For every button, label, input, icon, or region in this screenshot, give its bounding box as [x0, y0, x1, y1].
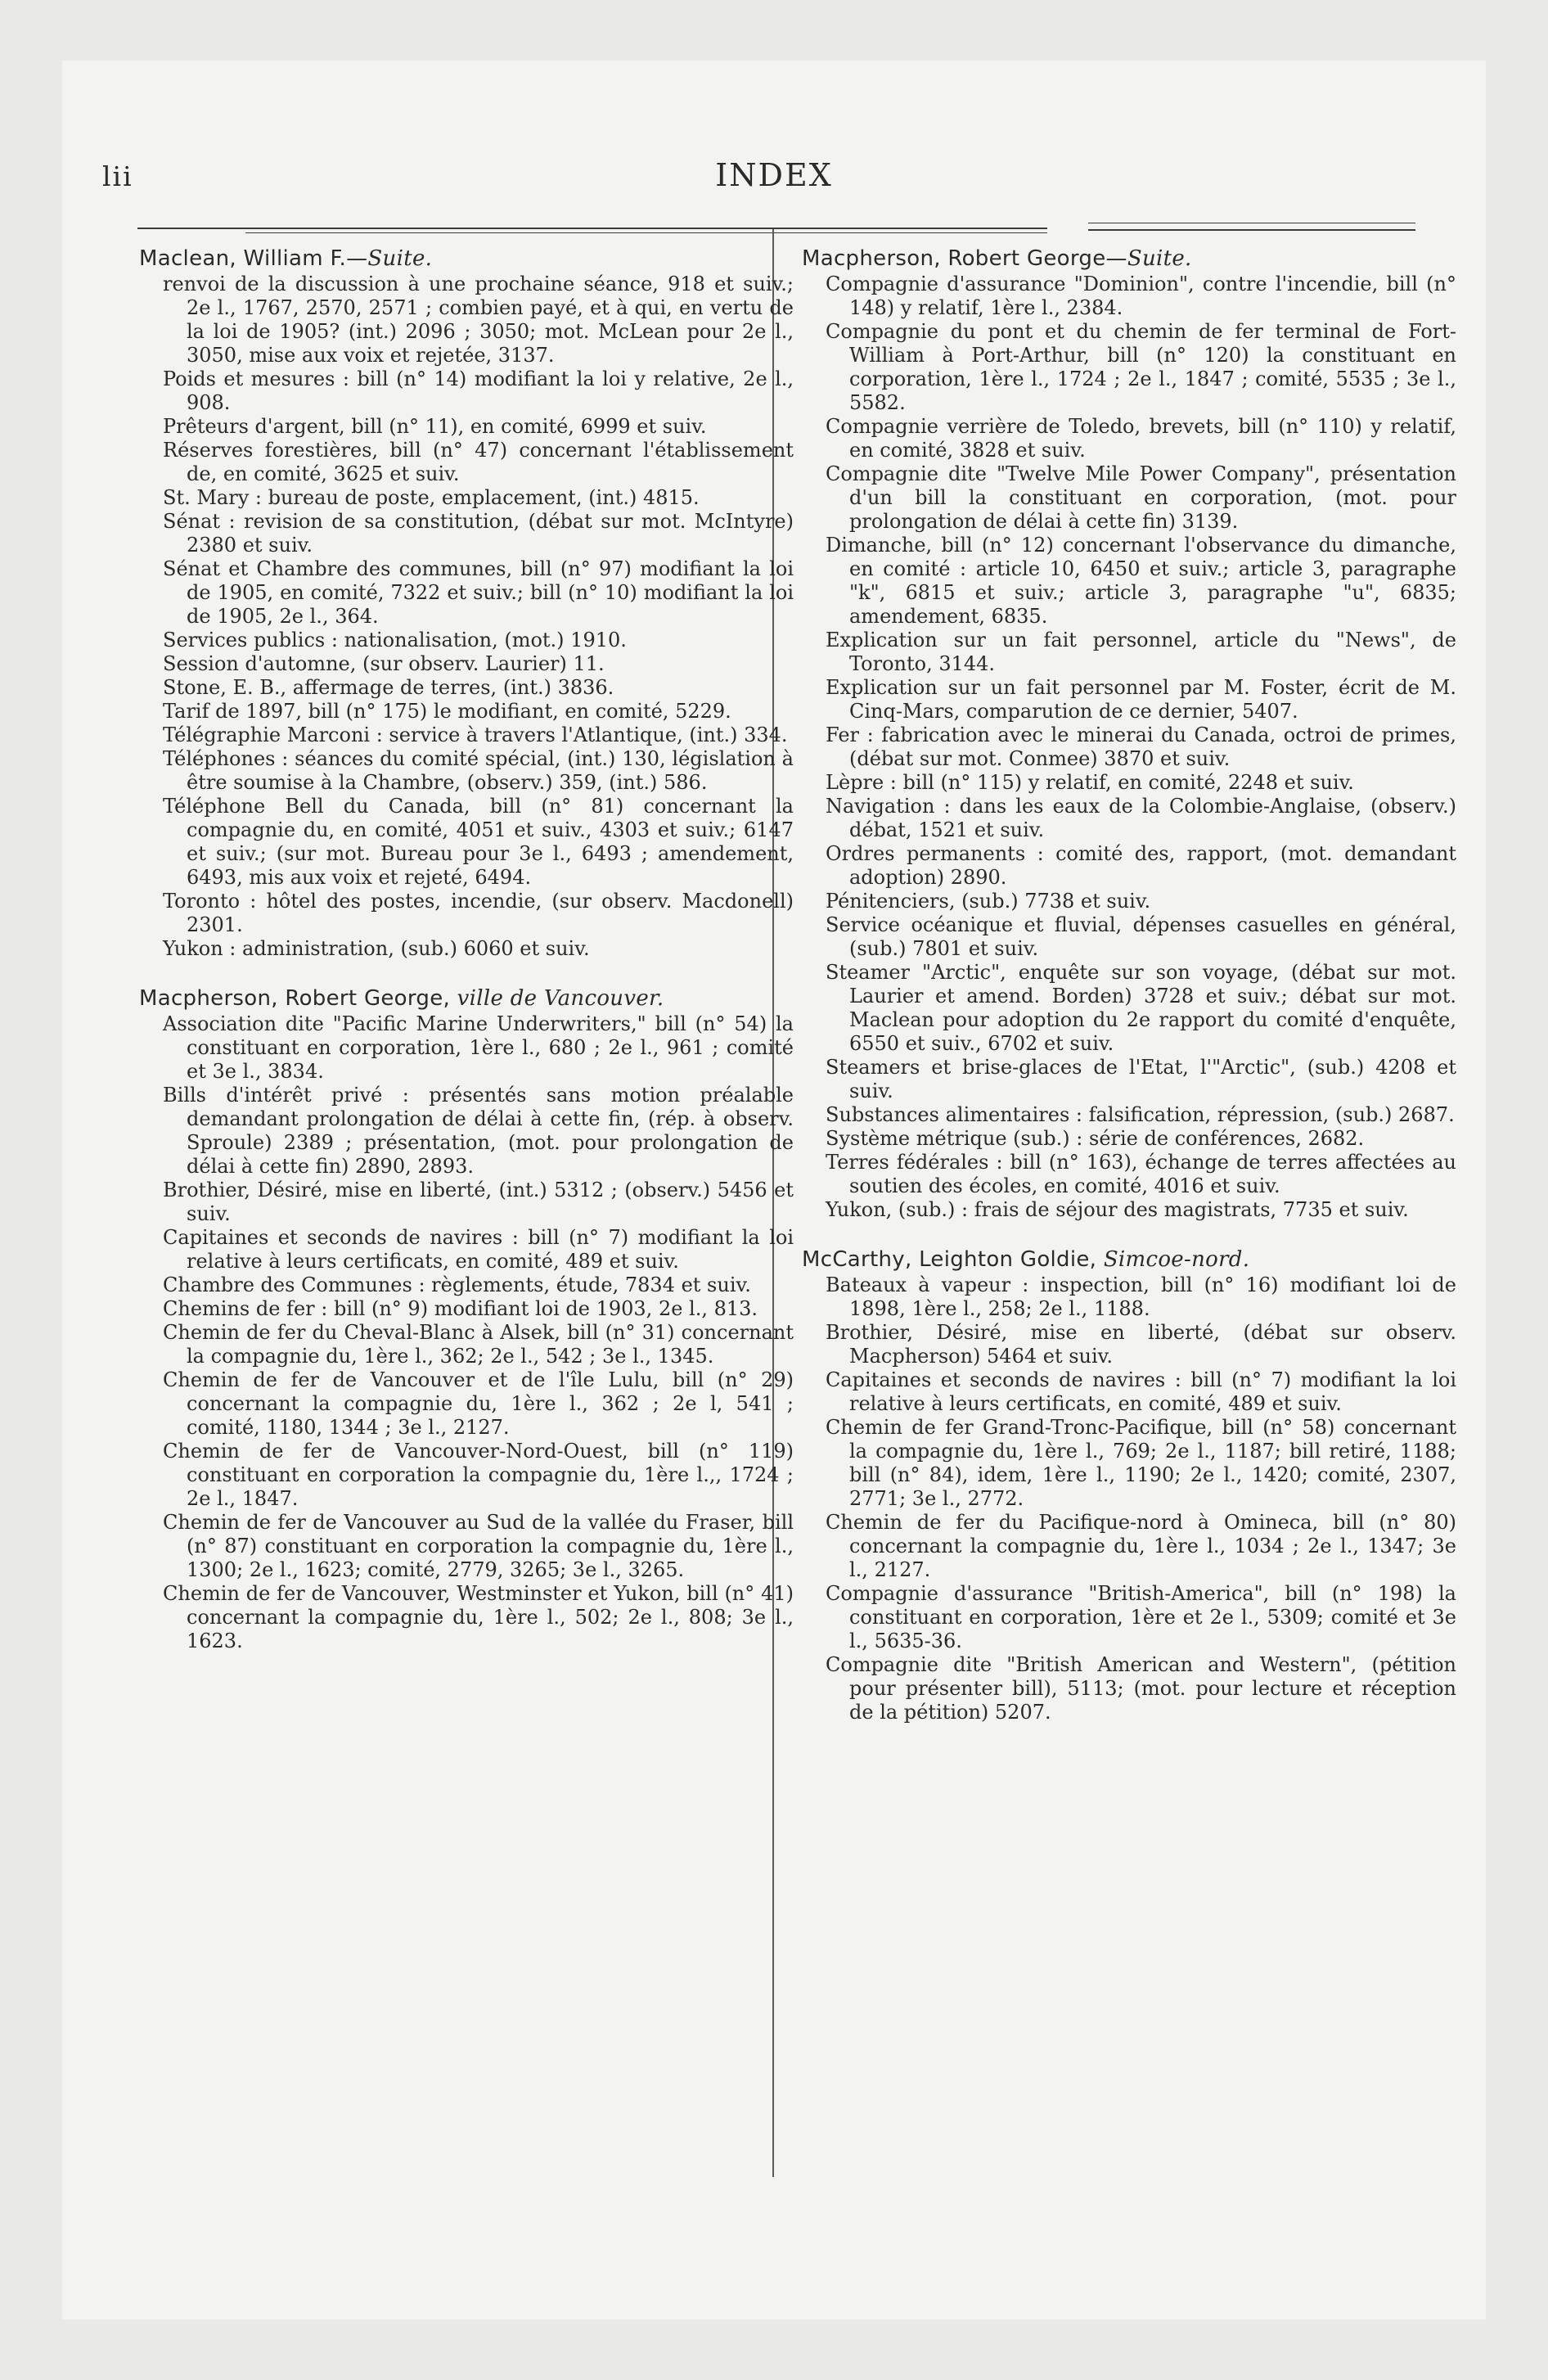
index-entry: Fer : fabrication avec le minerai du Canada, octroi de primes, (débat sur mot. Conmee) 3870 et suiv. — [826, 723, 1456, 770]
index-entry: Capitaines et seconds de navires : bill (n° 7) modifiant la loi relative à leurs certificats, en comité, 489 et suiv. — [163, 1226, 794, 1273]
index-section — [139, 985, 794, 1653]
section-heading: Macpherson, Robert George, ville de Vancouver. — [139, 986, 664, 1011]
index-entry: Chemin de fer du Pacifique-nord à Omineca, bill (n° 80) concernant la compagnie du, 1ère l., 1034 ; 2e l., 1347; 3e l., 2127. — [826, 1511, 1456, 1581]
left-column — [139, 246, 794, 1653]
index-entry: Terres fédérales : bill (n° 163), échange de terres affectées au soutien des écoles, en comité, 4016 et suiv. — [826, 1151, 1456, 1197]
index-entry: Toronto : hôtel des postes, incendie, (sur observ. Macdonell) 2301. — [163, 890, 794, 936]
index-entry: Lèpre : bill (n° 115) y relatif, en comité, 2248 et suiv. — [826, 771, 1354, 794]
index-entry: Services publics : nationalisation, (mot.) 1910. — [163, 629, 627, 651]
section-gap — [139, 961, 794, 985]
right-column — [802, 246, 1456, 1724]
section-heading: Maclean, William F.—Suite. — [139, 246, 433, 271]
index-entry: Chemin de fer du Cheval-Blanc à Alsek, bill (n° 31) concernant la compagnie du, 1ère l., 362; 2e l., 542 ; 3e l., 1345. — [163, 1321, 794, 1368]
index-entry: Poids et mesures : bill (n° 14) modifiant la loi y relative, 2e l., 908. — [163, 367, 794, 414]
index-entry: Capitaines et seconds de navires : bill (n° 7) modifiant la loi relative à leurs certificats, en comité, 489 et suiv. — [826, 1368, 1456, 1415]
index-entry: Explication sur un fait personnel, article du "News", de Toronto, 3144. — [826, 629, 1456, 675]
index-entry: Chemin de fer de Vancouver, Westminster et Yukon, bill (n° 41) concernant la compagnie du, 1ère l., 502; 2e l., 808; 3e l., 1623. — [163, 1582, 794, 1652]
index-entry: Brothier, Désiré, mise en liberté, (débat sur observ. Macpherson) 5464 et suiv. — [826, 1321, 1456, 1368]
index-entry: Téléphones : séances du comité spécial, (int.) 130, législation à être soumise à la Chambre, (observ.) 359, (int.) 586. — [163, 747, 794, 794]
index-entry: Substances alimentaires : falsification, répression, (sub.) 2687. — [826, 1103, 1455, 1126]
index-entry: Service océanique et fluvial, dépenses casuelles en général, (sub.) 7801 et suiv. — [826, 913, 1456, 960]
index-section — [802, 1246, 1456, 1724]
index-entry: Téléphone Bell du Canada, bill (n° 81) concernant la compagnie du, en comité, 4051 et suiv., 4303 et suiv.; 6147 et suiv.; (sur mot. Bureau pour 3e l., 6493 ; amendement, 6493, mis aux voix et rejeté, 6494. — [163, 795, 794, 889]
index-entry: Explication sur un fait personnel par M. Foster, écrit de M. Cinq-Mars, comparution de ce dernier, 5407. — [826, 676, 1456, 723]
index-entry: Système métrique (sub.) : série de conférences, 2682. — [826, 1127, 1365, 1150]
index-entry: Pénitenciers, (sub.) 7738 et suiv. — [826, 890, 1151, 913]
index-entry: Compagnie dite "British American and Western", (pétition pour présenter bill), 5113; (mot. pour lecture et réception de la pétition) 5207. — [826, 1653, 1456, 1724]
page-number: lii — [102, 160, 133, 192]
index-entry: Tarif de 1897, bill (n° 175) le modifiant, en comité, 5229. — [163, 700, 731, 723]
index-section — [802, 246, 1456, 1222]
index-entry: Brothier, Désiré, mise en liberté, (int.) 5312 ; (observ.) 5456 et suiv. — [163, 1179, 794, 1225]
index-entry: Réserves forestières, bill (n° 47) concernant l'établissement de, en comité, 3625 et suiv. — [163, 439, 794, 485]
index-entry: Yukon, (sub.) : frais de séjour des magistrats, 7735 et suiv. — [826, 1198, 1409, 1221]
index-entry: Navigation : dans les eaux de la Colombie-Anglaise, (observ.) débat, 1521 et suiv. — [826, 795, 1456, 841]
index-entry: Compagnie d'assurance "British-America", bill (n° 198) la constituant en corporation, 1ère et 2e l., 5309; comité et 3e l., 5635-36. — [826, 1582, 1456, 1652]
index-entry: Chemin de fer de Vancouver au Sud de la vallée du Fraser, bill (n° 87) constituant en corporation la compagnie du, 1ère l., 1300; 2e l., 1623; comité, 2779, 3265; 3e l., 3265. — [163, 1511, 794, 1581]
index-entry: St. Mary : bureau de poste, emplacement, (int.) 4815. — [163, 486, 700, 509]
index-entry: Compagnie dite "Twelve Mile Power Company", présentation d'un bill la constituant en corporation, (mot. pour prolongation de délai à cette fin) 3139. — [826, 462, 1456, 533]
index-entry: Yukon : administration, (sub.) 6060 et suiv. — [163, 937, 590, 960]
header-rule-left-2 — [245, 232, 1047, 233]
index-entry: Ordres permanents : comité des, rapport, (mot. demandant adoption) 2890. — [826, 842, 1456, 889]
index-entry: Sénat et Chambre des communes, bill (n° 97) modifiant la loi de 1905, en comité, 7322 et suiv.; bill (n° 10) modifiant la loi de 1905, 2e l., 364. — [163, 557, 794, 628]
section-heading: Macpherson, Robert George—Suite. — [802, 246, 1192, 271]
index-entry: Chemins de fer : bill (n° 9) modifiant loi de 1903, 2e l., 813. — [163, 1297, 758, 1320]
index-entry: renvoi de la discussion à une prochaine séance, 918 et suiv.; 2e l., 1767, 2570, 2571 ; combien payé, et à qui, en vertu de la loi de 1905? (int.) 2096 ; 3050; mot. McLean pour 2e l., 3050, mise aux voix et rejetée, 3137. — [163, 273, 794, 367]
index-entry: Chemin de fer de Vancouver et de l'île Lulu, bill (n° 29) concernant la compagnie du, 1ère l., 362 ; 2e l, 541 ; comité, 1180, 1344 ; 3e l., 2127. — [163, 1368, 794, 1439]
index-entry: Session d'automne, (sur observ. Laurier) 11. — [163, 652, 605, 675]
index-entry: Prêteurs d'argent, bill (n° 11), en comité, 6999 et suiv. — [163, 415, 707, 438]
index-entry: Association dite "Pacific Marine Underwriters," bill (n° 54) la constituant en corporation, 1ère l., 680 ; 2e l., 961 ; comité et 3e l., 3834. — [163, 1012, 794, 1083]
index-entry: Télégraphie Marconi : service à travers l'Atlantique, (int.) 334. — [163, 723, 788, 746]
index-entry: Chemin de fer de Vancouver-Nord-Ouest, bill (n° 119) constituant en corporation la compagnie du, 1ère l.,, 1724 ; 2e l., 1847. — [163, 1440, 794, 1510]
section-heading: McCarthy, Leighton Goldie, Simcoe-nord. — [802, 1247, 1250, 1272]
index-entry: Chambre des Communes : règlements, étude, 7834 et suiv. — [163, 1273, 751, 1296]
index-entry: Compagnie d'assurance "Dominion", contre l'incendie, bill (n° 148) y relatif, 1ère l., 2384. — [826, 273, 1456, 319]
header-rule-right-2 — [1088, 229, 1415, 231]
index-entry: Chemin de fer Grand-Tronc-Pacifique, bill (n° 58) concernant la compagnie du, 1ère l., 769; 2e l., 1187; bill retiré, 1188; bill (n° 84), idem, 1ère l., 1190; 2e l., 1420; comité, 2307, 2771; 3e l., 2772. — [826, 1416, 1456, 1510]
index-entry: Bills d'intérêt privé : présentés sans motion préalable demandant prolongation de délai à cette fin, (rép. à observ. Sproule) 2389 ; présentation, (mot. pour prolongation de délai à cette fin) 2890, 2893. — [163, 1084, 794, 1178]
index-section — [139, 246, 794, 961]
index-entry: Compagnie du pont et du chemin de fer terminal de Fort-William à Port-Arthur, bill (n° 120) la constituant en corporation, 1ère l., 1724 ; 2e l., 1847 ; comité, 5535 ; 3e l., 5582. — [826, 320, 1456, 414]
index-entry: Steamer "Arctic", enquête sur son voyage, (débat sur mot. Laurier et amend. Borden) 3728 et suiv.; débat sur mot. Maclean pour adoption du 2e rapport du comité d'enquête, 6550 et suiv., 6702 et suiv. — [826, 961, 1456, 1055]
header-rule-left — [137, 228, 1047, 229]
index-entry: Steamers et brise-glaces de l'Etat, l'"Arctic", (sub.) 4208 et suiv. — [826, 1056, 1456, 1102]
page-title: INDEX — [715, 157, 833, 193]
index-entry: Stone, E. B., affermage de terres, (int.) 3836. — [163, 676, 614, 699]
index-entry: Sénat : revision de sa constitution, (débat sur mot. McIntyre) 2380 et suiv. — [163, 510, 794, 557]
index-entry: Dimanche, bill (n° 12) concernant l'observance du dimanche, en comité : article 10, 6450 et suiv.; article 3, paragraphe "k", 6815 et suiv.; article 3, paragraphe "u", 6835; amendement, 6835. — [826, 534, 1456, 628]
index-entry: Bateaux à vapeur : inspection, bill (n° 16) modifiant loi de 1898, 1ère l., 258; 2e l., 1188. — [826, 1273, 1456, 1320]
section-gap — [802, 1222, 1456, 1246]
index-entry: Compagnie verrière de Toledo, brevets, bill (n° 110) y relatif, en comité, 3828 et suiv. — [826, 415, 1456, 462]
